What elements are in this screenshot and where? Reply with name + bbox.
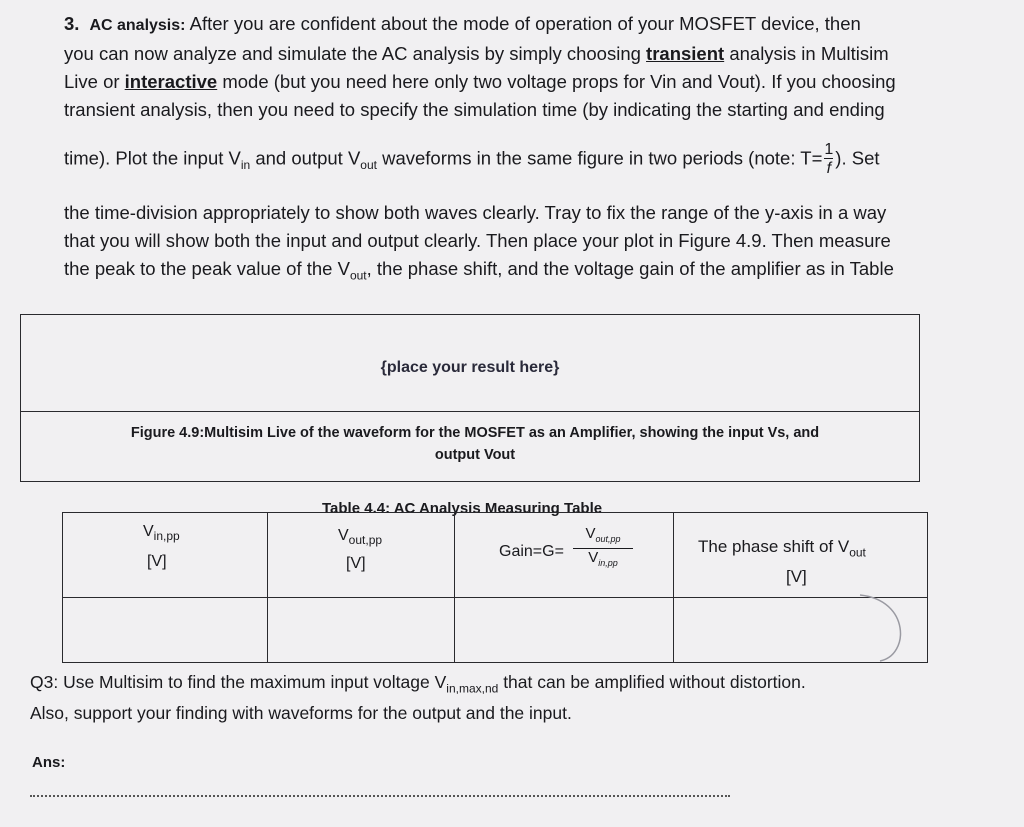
text-line: that you will show both the input and output clearly. Then place your plot in Figure 4.9. Then measure (64, 230, 891, 252)
answer-line[interactable] (30, 795, 730, 797)
input-cell-vout[interactable] (268, 598, 455, 663)
subscript: out,pp (595, 534, 621, 544)
text-line: you can now analyze and simulate the AC analysis by simply choosing (64, 43, 641, 64)
caption-line: Figure 4.9:Multisim Live of the waveform for the MOSFET as an Amplifier, showing the input Vs, and (130, 425, 820, 441)
gain-numerator (573, 525, 633, 548)
symbol: V (143, 523, 154, 540)
header-vout-pp (268, 513, 455, 598)
header-vin-pp (63, 513, 268, 598)
q3-paragraph (30, 670, 970, 725)
text-line: Also, support your finding with waveforms for the output and the input. (30, 702, 572, 723)
text-line: , the phase shift, and the voltage gain of the amplifier as in Table (366, 258, 894, 280)
table-header-row (63, 513, 928, 598)
text-line: transient analysis, then you need to specify the simulation time (by indicating the starting and ending (64, 99, 885, 120)
question-3-paragraph (64, 10, 964, 290)
measurement-table (62, 512, 928, 663)
symbol: V (338, 527, 349, 544)
fraction-numerator: 1 (824, 141, 834, 158)
text-line: ). Set (835, 147, 880, 169)
symbol: V (588, 549, 599, 566)
transient-keyword: transient (646, 43, 725, 64)
input-cell-vin[interactable] (63, 598, 268, 663)
text-line: the time-division appropriately to show both waves clearly. Tray to fix the range of the y-axis in a way (64, 202, 887, 224)
figure-placeholder: {place your result here} (380, 359, 560, 376)
subscript: out (849, 545, 866, 560)
text-line: After you are confident about the mode of operation of your MOSFET device, then (189, 13, 861, 34)
vout-label (338, 527, 382, 547)
vin-label (143, 523, 180, 543)
question-number: 3. (64, 13, 80, 34)
symbol: The phase shift of V (698, 537, 850, 556)
phase-shift-label (698, 537, 866, 559)
question-title: AC analysis: (89, 17, 186, 34)
fraction-denominator: f (824, 158, 833, 177)
subscript: out (349, 268, 367, 283)
subscript: out (360, 158, 377, 173)
text-line: and output V (255, 147, 361, 169)
unit-label: [V] (786, 567, 807, 586)
symbol: V (585, 525, 596, 542)
text-line: Live or (64, 71, 120, 92)
pen-mark-curve (850, 585, 920, 665)
subscript: in,pp (598, 558, 618, 568)
header-gain (455, 513, 674, 598)
unit-label: [V] (147, 553, 167, 570)
figure-result-box (20, 314, 920, 482)
period-fraction (824, 142, 833, 177)
text-line: mode (but you need here only two voltage props for Vin and Vout). If you choosing (222, 71, 896, 92)
unit-label: [V] (346, 555, 366, 572)
text-line: the peak to the peak value of the V (64, 258, 350, 280)
subscript: in,max,nd (446, 681, 499, 696)
subscript: out,pp (348, 533, 383, 548)
text-line: time). Plot the input V (64, 147, 241, 169)
answer-label: Ans: (32, 754, 66, 771)
table-input-row (63, 598, 928, 663)
subscript: in,pp (153, 529, 180, 544)
gain-label: Gain=G= (499, 543, 564, 560)
text-line: that can be amplified without distortion. (503, 672, 806, 692)
interactive-keyword: interactive (124, 71, 218, 92)
text-line: waveforms in the same figure in two periods (note: T= (382, 147, 823, 169)
gain-fraction (573, 525, 633, 572)
caption-line: output Vout (434, 447, 516, 463)
figure-caption (51, 422, 899, 466)
subscript: in (240, 158, 251, 173)
input-cell-gain[interactable] (455, 598, 674, 663)
table-title: Table 4.4: AC Analysis Measuring Table (322, 500, 603, 517)
curve-path (860, 595, 900, 661)
text-line: Q3: Use Multisim to find the maximum input voltage V (30, 672, 447, 692)
text-line: analysis in Multisim (729, 43, 889, 64)
gain-denominator (573, 548, 633, 572)
figure-caption-box (21, 411, 919, 480)
